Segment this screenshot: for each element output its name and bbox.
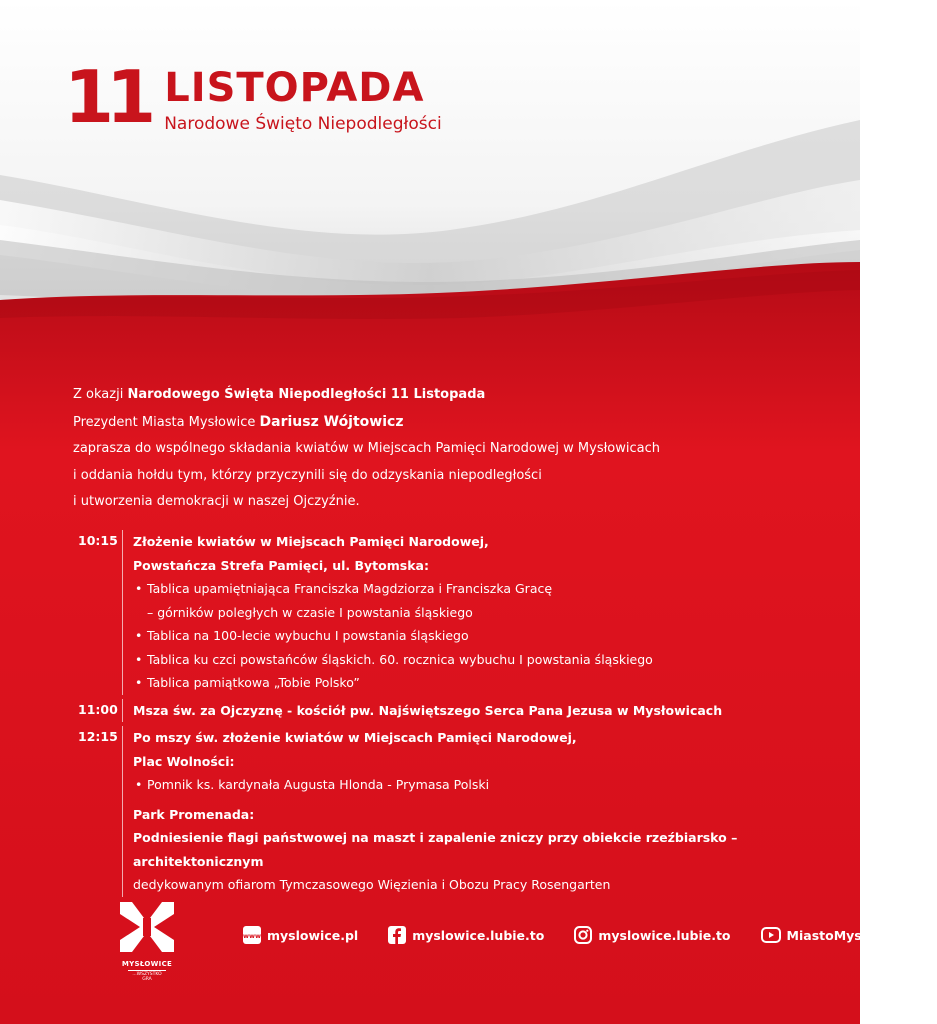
- svg-text:www: www: [242, 932, 262, 940]
- city-logo-mark: [116, 900, 178, 954]
- date-day: 11: [64, 55, 149, 139]
- list-item: • Tablica ku czci powstańców śląskich. 60. rocznica wybuchu I powstania śląskiego: [133, 648, 818, 672]
- city-logo[interactable]: [116, 900, 178, 982]
- schedule: [78, 530, 818, 897]
- facebook-icon: [388, 926, 406, 944]
- list-item: • Tablica na 100-lecie wybuchu I powstania śląskiego: [133, 624, 818, 648]
- globe-icon: [243, 926, 261, 944]
- city-logo-name: MYSŁOWICE: [121, 960, 173, 968]
- youtube-icon: [761, 927, 781, 943]
- date-month-title: LISTOPADA: [164, 65, 425, 111]
- list-item: • Tablica upamiętniająca Franciszka Magdziorza i Franciszka Gracę: [133, 577, 818, 601]
- youtube-link[interactable]: MiastoMysłowice: [761, 927, 907, 943]
- schedule-time: 12:15: [78, 729, 118, 744]
- website-link[interactable]: www myslowice.pl: [242, 927, 359, 943]
- intro-line-4: i oddania hołdu tym, którzy przyczynili się do odzyskania niepodległości: [73, 467, 542, 483]
- schedule-item: 10:15 Złożenie kwiatów w Miejscach Pamięci Narodowej, Powstańcza Strefa Pamięci, ul. Bytomska: • Tablica upamiętniająca Franciszka Magdziorza i Franciszka Gracę – górników poległych w czasie I powstania śląskiego • Tablica na 100-lecie wybuchu I powstania śląskiego • Tablica ku czci powstańców śląskich. 60. rocznica wybuchu I powstania śląskiego • Tablica pamiątkowa „Tobie Polsko”: [78, 530, 818, 695]
- schedule-time: 10:15: [78, 533, 118, 548]
- instagram-link[interactable]: myslowice.lubie.to: [574, 926, 730, 944]
- intro-line-2: Prezydent Miasta Mysłowice Dariusz Wójtowicz: [73, 413, 404, 430]
- instagram-icon: [574, 926, 592, 944]
- schedule-time: 11:00: [78, 701, 118, 717]
- facebook-link[interactable]: myslowice.lubie.to: [388, 926, 544, 944]
- schedule-item: 12:15 Po mszy św. złożenie kwiatów w Miejscach Pamięci Narodowej, Plac Wolności: • Pomnik ks. kardynała Augusta Hlonda - Prymasa Polski Park Promenada: Podniesienie flagi państwowej na maszt i zapalenie zniczy przy obiekcie rzeźbiarsko – architektonicznym dedykowanym ofiarom Tymczasowego Więzienia i Obozu Pracy Rosengarten: [78, 726, 818, 897]
- city-logo-tagline: ...WSZYSTKO GRA: [128, 970, 166, 982]
- social-links: [243, 926, 937, 944]
- schedule-item: 11:00 Msza św. za Ojczyznę - kościół pw. Najświętszego Serca Pana Jezusa w Mysłowicach: [78, 699, 818, 723]
- list-item: • Pomnik ks. kardynała Augusta Hlonda - Prymasa Polski: [133, 773, 818, 797]
- holiday-subtitle: Narodowe Święto Niepodległości: [164, 114, 442, 134]
- intro-line-3: zaprasza do wspólnego składania kwiatów w Miejscach Pamięci Narodowej w Mysłowicach: [73, 441, 660, 456]
- intro-line-1: Z okazji Narodowego Święta Niepodległości 11 Listopada: [73, 387, 486, 402]
- list-item: • Tablica pamiątkowa „Tobie Polsko”: [133, 671, 818, 695]
- president-name: Dariusz Wójtowicz: [259, 413, 404, 430]
- invitation-text: [73, 382, 660, 516]
- header: [64, 55, 442, 139]
- intro-line-5: i utworzenia demokracji w naszej Ojczyźnie.: [73, 494, 360, 509]
